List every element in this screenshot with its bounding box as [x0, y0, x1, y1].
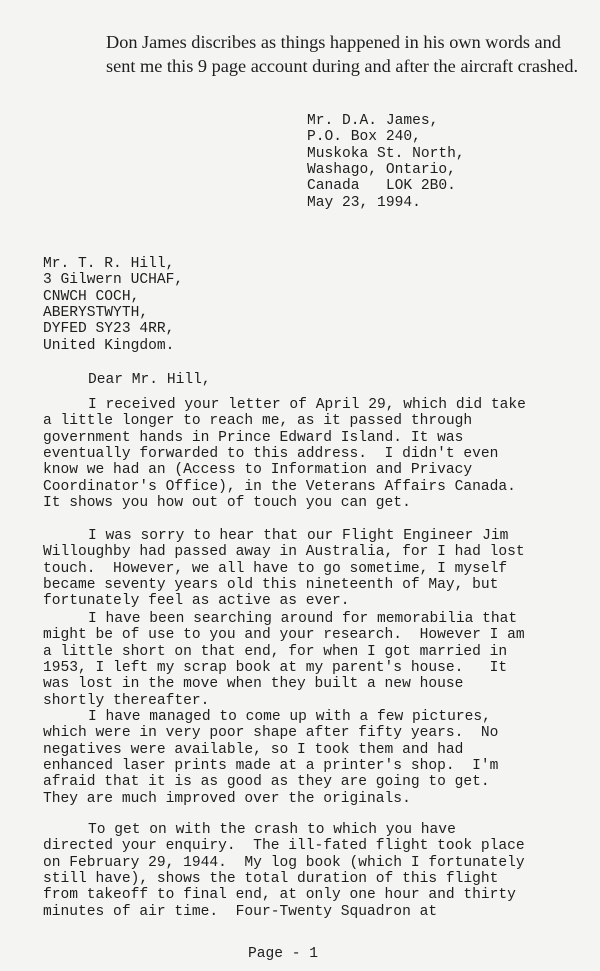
text-line: fortunately feel as active as ever. — [43, 593, 350, 610]
address-line: CNWCH COCH, — [43, 288, 140, 305]
text-line: still have), shows the total duration of this flight — [43, 871, 499, 888]
text-line: afraid that it is as good as they are going to get. — [43, 774, 490, 791]
page-number: Page - 1 — [248, 946, 319, 962]
text-line: shortly thereafter. — [43, 692, 210, 709]
text-line: To get on with the crash to which you have — [88, 822, 456, 838]
text-line: I received your letter of April 29, which did take — [88, 397, 526, 413]
text-line: a little short on that end, for when I got married in — [43, 643, 508, 660]
text-line: on February 29, 1944. My log book (which I fortunately — [43, 854, 525, 871]
text-line: directed your enquiry. The ill-fated flight took place — [43, 838, 525, 855]
address-line: 3 Gilwern UCHAF, — [43, 272, 184, 289]
address-line: Washago, Ontario, — [307, 162, 456, 179]
text-line: government hands in Prince Edward Island. It was — [43, 429, 464, 446]
text-line: Willoughby had passed away in Australia, for I had lost — [43, 544, 525, 561]
paragraph-3 — [43, 611, 525, 709]
text-line: eventually forwarded to this address. I didn't even — [43, 446, 499, 463]
text-line: negatives were available, so I took them and had — [43, 741, 464, 758]
text-line: I have been searching around for memorabilia that — [88, 611, 518, 627]
address-line: DYFED SY23 4RR, — [43, 321, 175, 338]
text-line: touch. However, we all have to go sometime, I myself — [43, 560, 508, 577]
handwritten-intro-note — [106, 30, 578, 78]
text-line: might be of use to you and your research. However I am — [43, 627, 525, 644]
note-line: sent me this 9 page account during and after the aircraft crashed. — [106, 56, 579, 76]
text-line: I was sorry to hear that our Flight Engineer Jim — [88, 528, 509, 544]
letter-date: May 23, 1994. — [307, 194, 421, 211]
paragraph-2 — [43, 528, 525, 610]
salutation: Dear Mr. Hill, — [88, 372, 211, 388]
address-line: Canada LOK 2B0. — [307, 178, 456, 195]
text-line: Coordinator's Office), in the Veterans Affairs Canada. — [43, 478, 516, 495]
address-line: United Kingdom. — [43, 337, 175, 354]
recipient-address — [43, 256, 183, 354]
text-line: I have managed to come up with a few pictures, — [88, 709, 491, 725]
text-line: know we had an (Access to Information and Privacy — [43, 462, 473, 479]
text-line: was lost in the move when they built a new house — [43, 676, 464, 693]
address-line: ABERYSTWYTH, — [43, 305, 149, 322]
address-line: Mr. D.A. James, — [307, 113, 439, 129]
text-line: minutes of air time. Four-Twenty Squadron at — [43, 903, 438, 920]
text-line: 1953, I left my scrap book at my parent's house. It — [43, 660, 508, 677]
address-line: Muskoka St. North, — [307, 145, 465, 162]
text-line: from takeoff to final end, at only one hour and thirty — [43, 887, 516, 904]
text-line: a little longer to reach me, as it passed through — [43, 413, 473, 430]
address-line: P.O. Box 240, — [307, 129, 421, 146]
text-line: They are much improved over the originals. — [43, 790, 411, 807]
text-line: became seventy years old this nineteenth of May, but — [43, 577, 499, 594]
paragraph-4 — [43, 709, 498, 807]
paragraph-5 — [43, 822, 525, 920]
sender-address — [307, 113, 465, 211]
text-line: It shows you how out of touch you can get. — [43, 495, 411, 512]
text-line: which were in very poor shape after fifty years. No — [43, 725, 499, 742]
address-line: Mr. T. R. Hill, — [43, 256, 175, 272]
text-line: enhanced laser prints made at a printer's shop. I'm — [43, 758, 499, 775]
paragraph-1 — [43, 397, 526, 511]
note-line: Don James discribes as things happened in his own words and — [106, 32, 561, 52]
